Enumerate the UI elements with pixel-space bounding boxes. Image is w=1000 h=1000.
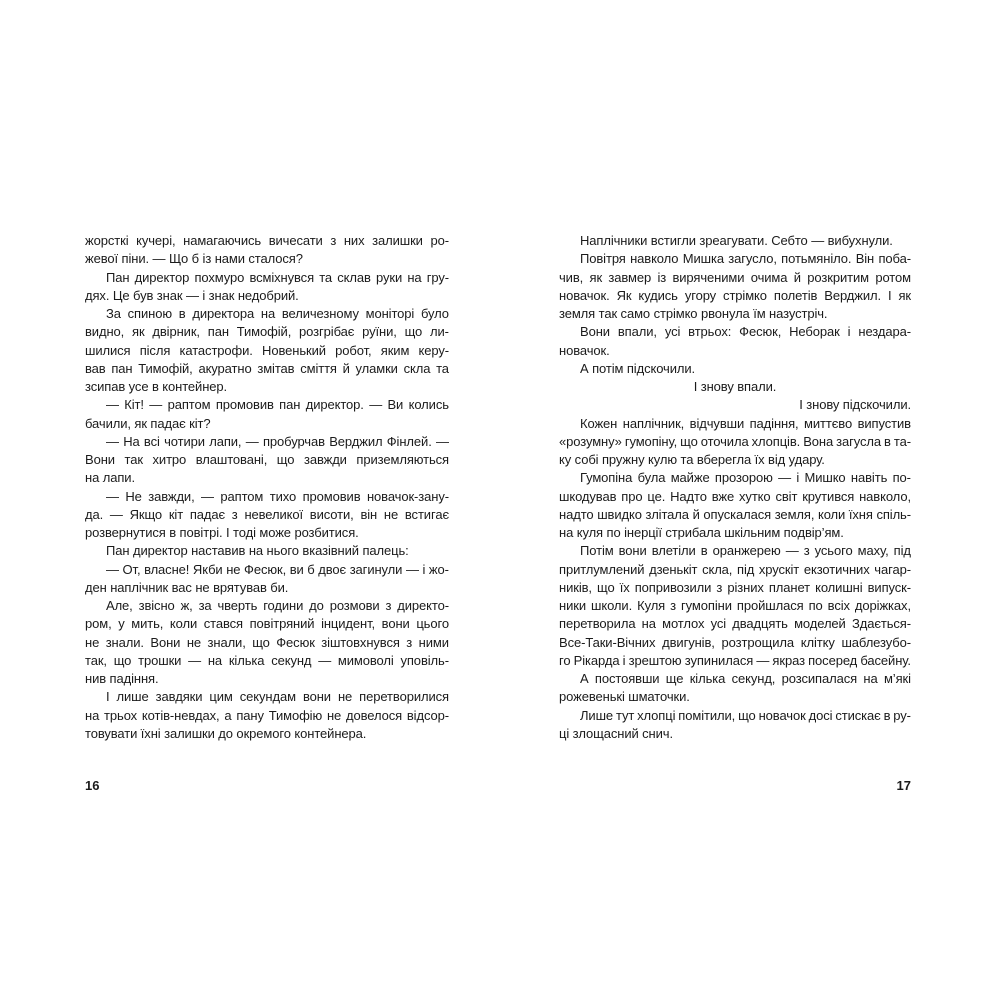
text-line: ку собі пружну кулю та вберегла їх від удару.: [559, 452, 825, 467]
page-right-text: [559, 232, 911, 743]
text-line: І лише завдяки цим секундам вони не перетворилися: [106, 689, 449, 705]
text-line: видно, як двірник, пан Тимофій, розгрібає руїни, що ли-: [85, 324, 449, 340]
text-line: не знали. Вони не знали, що Фесюк зіштовхнувся з ними: [85, 634, 449, 650]
text-line: нив падіння.: [85, 671, 159, 686]
text-line: товувати їхні залишки до окремого контейнера.: [85, 725, 367, 741]
text-line: Пан директор похмуро всміхнувся та склав руки на гру-: [106, 269, 449, 285]
text-line: розвернутися в повітрі. І тоді може розбитися.: [85, 525, 359, 540]
text-line: «розумну» гумопіну, що оточила хлопців. Вона загусла в та-: [559, 433, 911, 449]
page-number-right: 17: [896, 778, 911, 793]
page-number-left: 16: [85, 778, 100, 793]
text-line: жевої піни. — Що б із нами сталося?: [85, 251, 303, 267]
text-line: Вони впали, усі втрьох: Фесюк, Неборак і нездара-: [580, 324, 911, 340]
text-line: І знову підскочили.: [799, 397, 911, 413]
text-line: — От, власне! Якби не Фесюк, ви б двоє загинули — і жо-: [106, 561, 449, 577]
text-line: Але, звісно ж, за чверть години до розмови з директо-: [106, 598, 449, 613]
text-line: ники школи. Куля з гумопіни пройшлася по всіх доріжках,: [559, 598, 911, 613]
text-line: дях. Це був знак — і знак недобрий.: [85, 287, 299, 303]
text-line: А постоявши ще кілька секунд, розсипалася на м’які: [580, 671, 911, 686]
text-line: надто швидко злітала й опускалася земля, коли їхня спіль-: [559, 506, 911, 522]
text-line: ників, що їх попривозили з різних планет колишні випуск-: [559, 579, 911, 595]
text-line: Кожен наплічник, відчувши падіння, миттєво випустив: [580, 415, 911, 431]
text-line: жорсткі кучері, намагаючись вичесати з них залишки ро-: [85, 233, 449, 248]
page-left-text: [85, 232, 449, 743]
text-line: Наплічники встигли зреагувати. Себто — вибухнули.: [580, 233, 893, 248]
text-line: шкодував про це. Надто вже хутко світ крутився навколо,: [559, 488, 911, 504]
text-line: притлумлений дзенькіт скла, під хрускіт екзотичних чагар-: [559, 561, 911, 577]
text-line: чив, як завмер із виряченими очима й розкритим ротом: [559, 269, 911, 285]
text-line: Потім вони влетіли в оранжерею — з усього маху, під: [580, 543, 911, 559]
text-line: Лише тут хлопці помітили, що новачок досі стискає в ру-: [580, 707, 911, 723]
text-line: За спиною в директора на величезному моніторі було: [106, 306, 449, 321]
page-right: [559, 232, 911, 793]
text-line: ці злощасний снич.: [559, 725, 673, 741]
text-line: новачок.: [559, 342, 610, 358]
text-line: А потім підскочили.: [580, 360, 696, 376]
text-line: Повітря навколо Мишка загусло, потьмяніло. Він поба-: [580, 251, 911, 267]
page-left: [85, 232, 449, 793]
text-line: Пан директор наставив на нього вказівний палець:: [106, 543, 409, 559]
text-line: ром, у мить, коли стався повітряний інцидент, вони цього: [85, 616, 449, 632]
text-line: вав пан Тимофій, акуратно змітав сміття й уламки скла та: [85, 360, 449, 376]
text-line: Вони так хитро влаштовані, що завжди приземляються: [85, 452, 449, 467]
text-line: так, що трошки — на кілька секунд — мимоволі уповіль-: [85, 652, 449, 668]
text-line: перетворила на мотлох усі двадцять моделей Здається-: [559, 616, 911, 632]
text-line: земля так само стрімко рвонула їм назустріч.: [559, 306, 828, 321]
text-line: рожевенькі шматочки.: [559, 689, 690, 705]
text-line: — На всі чотири лапи, — пробурчав Верджил Фінлей. —: [106, 433, 449, 449]
text-line: Гумопіна була майже прозорою — і Мишко навіть по-: [580, 470, 911, 486]
text-line: шилися після катастрофи. Новенький робот, яким керу-: [85, 342, 449, 358]
text-line: бачили, як падає кіт?: [85, 415, 211, 431]
text-line: новачок. Як кудись угору стрімко полетів Верджил. І як: [559, 287, 911, 303]
text-line: — Не завжди, — раптом тихо промовив новачок-зану-: [106, 488, 449, 504]
text-line: Все-Таки-Вічних двигунів, розтрощила клітку шаблезубо-: [559, 634, 911, 650]
text-line: го Рікарда і зрештою зупинилася — якраз посеред басейну.: [559, 652, 911, 668]
text-line: на лапи.: [85, 470, 135, 486]
text-line: ден наплічник вас не врятував би.: [85, 579, 289, 595]
text-line: да. — Якщо кіт падає з невеликої висоти, він не встигає: [85, 506, 449, 522]
text-line: на трьох котів-невдах, а пану Тимофію не довелося відсор-: [85, 707, 449, 723]
text-line: зсипав усе в контейнер.: [85, 379, 228, 394]
text-line: на куля по інерції стрибала шкільним подвір’ям.: [559, 525, 844, 540]
text-line: І знову впали.: [693, 379, 777, 394]
text-line: — Кіт! — раптом промовив пан директор. — Ви колись: [106, 397, 449, 413]
